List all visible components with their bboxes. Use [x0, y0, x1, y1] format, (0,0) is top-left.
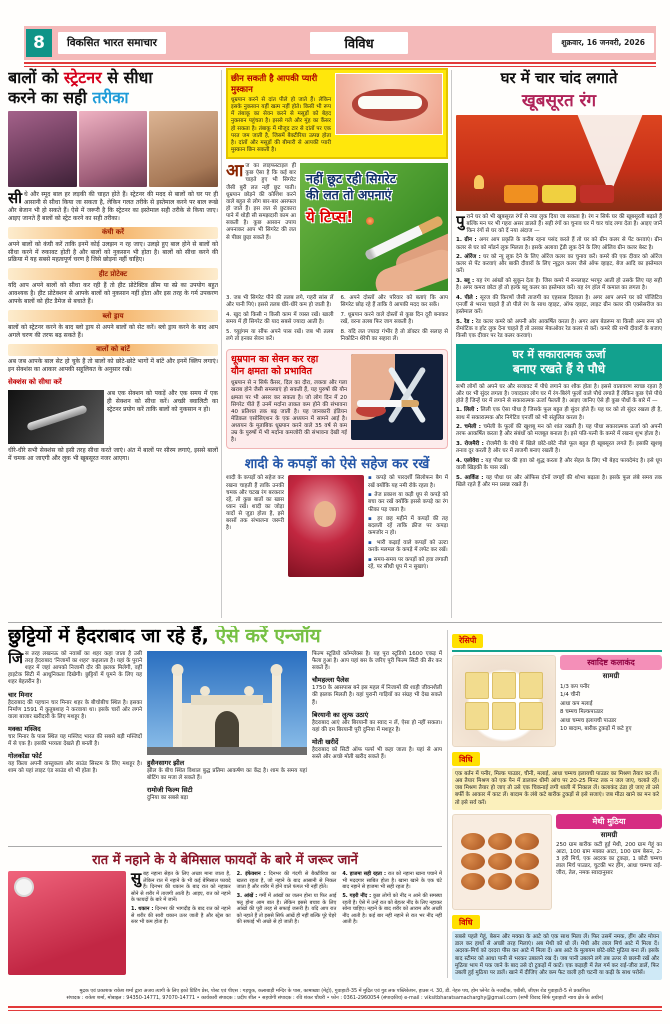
article-night-bath [8, 850, 442, 982]
color-item: 1. ग्रीन : अगर आप प्रकृति के करीब रहना पसंद करते हैं तो घर को ग्रीन कलर से पेंट करवाएं। ग्रीन कलर से घर को मॉडर्न लुक मिलता है। इसके अलावा ट्रेंडी लुक देने के लिए ऑलिव ग्रीन कलर बेस्ट है। [456, 237, 662, 251]
hyderabad-col-3 [312, 651, 442, 802]
article-hyderabad-travel [8, 626, 442, 842]
plant-item: 4. एलोवेरा : यह पौधा घर की हवा को शुद्ध करता है और सेहत के लिए भी बेहद फायदेमंद है। इसे धूप वाली खिड़की के पास रखें। [456, 457, 662, 471]
shower-head-shape [16, 879, 32, 895]
pillow-shape [580, 185, 614, 203]
masthead-bar [24, 26, 656, 60]
plant-item: 1. लिली : लिली एक ऐसा पौधा है जिसके फूल बहुत ही सुंदर होते हैं। यह घर को तो सुंदर रखता ही है, साथ में सकारात्मक और निगेटिव एनर्जी को भी संतुलित करता है। [456, 407, 662, 421]
hyderabad-continued-text: फिल्म स्टूडियो कॉम्प्लेक्स है। यह पूरा स्टूडियो 1600 एकड़ में फैला हुआ है। आप यहां बस के जरिए पूरी फिल्म सिटी की सैर कर सकते हैं। [312, 650, 442, 672]
wedding-intro: शादी के कपड़ों को सहेज कर रखना चाहती हैं ताकि उनकी चमक और चटख रंग बरकरार रहें, तो कुछ बातों का खास ध्यान रखें। शादी का जोड़ा यादों से जुड़ा होता है, इसे बरसों तक संभालना जरूरी है। [226, 475, 284, 532]
wedding-tips-column [368, 475, 448, 577]
headline-hair-part: से सीधा [101, 68, 153, 87]
headline-wedding-clothes: शादी के कपड़ों को ऐसे सहेज कर रखें [244, 456, 430, 473]
headline-hair-red: स्ट्रेटनर [63, 68, 102, 87]
wedding-tip: ▪ हर छह महीने में कपड़ों की तह बदलती रहें ताकि क्रीज पर कपड़ा कमजोर न हो। [368, 516, 448, 537]
shower-photo [8, 871, 126, 975]
ingredient: आधा कप मलाई [560, 700, 593, 707]
box-smoking-potency [226, 349, 448, 449]
smile-body: धूम्रपान करने से दांत पीले हो जाते हैं। लेकिन इसके नुकसान यहीं खत्म नहीं होते। किसी भी रूप में तंबाकू का सेवन करने से मसूड़ों को बेहद नुकसान पहुंचता है। इससे गले और मुंह का कैंसर हो सकता है। तंबाकू में मौजूद टार से दांतों पर एक परत जम जाती है, जिसमें बैक्टीरिया उत्पन्न होता है। दांतों और मसूड़ों की बीमारी से आपकी प्यारी मुस्कान छिन सकती है। [231, 97, 331, 153]
page-number: 8 [26, 29, 52, 57]
recipes-rule [452, 650, 662, 652]
plant-item: 5. आर्किड : यह पौधा घर और ऑफिस दोनों जगहों की शोभा बढ़ाता है। इसके फूल लंबे समय तक खिले रहते हैं और मन प्रसन्न रखते हैं। [456, 474, 662, 488]
bath-point: 4. हाजमा सही रहता : रात को नहाना खाना पचाने में भी मददगार साबित होता है। खाना खाने के एक घंटे बाद नहाने से हाजमा भी सही रहता है। [342, 871, 442, 890]
hair-subred-body: अब एक सेक्शन को पकड़ें और एक समय में एक ही सेक्शन को सीधा करें। अच्छी क्वालिटी का स्ट्रेटनर प्रयोग करें ताकि बालों को नुकसान न हो। [107, 389, 218, 413]
color-item: 5. रेड : रेड कलर कमरे को अपनी ओर आकर्षित करता है। अगर आप बेडरूम या किसी अन्य रूम को रोमांटिक व हॉट लुक देना चाहते हैं तो उसका मेकओवर रेड कलर से करें। कमरे की सभी दीवारों के बजाए किसी एक दीवार पर रेड कलर करवाएं। [456, 318, 662, 340]
imprint-footer [8, 988, 662, 1011]
imprint-line-2: संपादक : राकेश शर्मा, मोबाइल : 94350-14771, 97070-14771 • कार्यकारी संपादक : प्रदीप शील • सहयोगी संपादक : रवि शंकर चौधरी • फोन : 0361-2960054 (संपादकीय) e-mail : viksitbharatsamacharghy@gmail.com (सभी विवाद सिर्फ गुवाहाटी न्याय क्षेत्र के अधीन) [66, 995, 604, 1002]
smoking-text-block [231, 354, 347, 444]
bath-point: 1. थकान : दिनभर की भागदौड़ के बाद रात को नहाने से शरीर की सारी थकान उतर जाती है और स्ट्रेस का स्तर भी कम होता है। [131, 906, 231, 925]
hair-tail: धीरे-धीरे सभी सेक्शंस को इसी तरह सीधा करते जाएं। अंत में बालों पर सीरम लगाएं, इससे बालों में चमक आ जाएगी और लुक भी खूबसूरत नजर आएगा। [8, 446, 218, 462]
subhead-section-hair: बालों को बांटें [8, 344, 218, 356]
recipes-label: रेसिपी [452, 634, 483, 648]
dropcap: जि [8, 648, 24, 667]
hair-bottom-row [8, 390, 218, 444]
tip-item: 8. यदि लत ज्यादा गंभीर है तो डॉक्टर की सलाह से निकोटिन थेरेपी का सहारा लें। [340, 328, 448, 342]
muthiya-ingredients: 250 ग्राम बारीक कटी हुई मेथी, 200 ग्राम गेहूं का आटा, 100 ग्राम मक्का आटा, 100 ग्राम बेसन, 2-3 हरी मिर्च, एक अदरक का टुकड़ा, 1 छोटी चम्मच लाल मिर्च पाउडर, चुटकी भर हींग, आधा चम्मच राई-जीरा, तेल, नमक स्वादानुसार [556, 841, 662, 877]
method-label: विधि [452, 752, 480, 766]
wedding-tip: ▪ समय-समय पर कपड़ों को हवा लगाती रहें, पर सीधी धूप में न सुखाएं। [368, 556, 448, 571]
headline-night-bath: रात में नहाने के ये बेमिसाल फायदों के बारे में जरूर जानें [92, 853, 358, 868]
subhead-ramoji-film-city: रामोजी फिल्म सिटी [147, 786, 193, 795]
hyderabad-section-body: चार मिनार के पास स्थित यह मस्जिद भारत की सबसे बड़ी मस्जिदों में से एक है। इसकी भव्यता देखते ही बनती है। [8, 734, 142, 748]
hair-section-body: बालों को स्ट्रेटनर करने के बाद ब्लो ड्राय से अपने बालों को सेट करें। ब्लो ड्राय करने के बाद आप अगले चरण की तरफ बढ़ सकते हैं। [8, 324, 218, 339]
cigarette-article-row [226, 163, 448, 291]
teeth-shape [358, 96, 422, 109]
column-divider [221, 70, 222, 618]
bath-row [8, 871, 442, 975]
muthiya-recipe-box [556, 814, 662, 910]
bath-point: 5. गहरी नींद : कुछ लोगों को नींद न आने की समस्या रहती है। ऐसे में उन्हें रात को बेहतर नींद के लिए नहाकर सोना चाहिए। नहाने के बाद शरीर को आराम और अच्छी नींद आती है। कई बार नहीं नहाने से रात भर नींद नहीं आती है। [342, 893, 442, 925]
headline-colors-line1: घर में चार चांद लगाते [500, 69, 618, 87]
hair-photo-2 [79, 111, 148, 187]
plant-items-list [456, 407, 662, 488]
subhead-pearls: मोती खरीदें [312, 738, 339, 747]
article-hair-straightening [8, 68, 218, 620]
recipe-muthiya [452, 814, 662, 910]
tip-item: 7. धूम्रपान करने वाले दोस्तों से कुछ दिन दूरी बनाकर रखें, वरना तलब फिर जाग सकती है। [340, 311, 448, 326]
face-shape [314, 501, 336, 527]
middle-column [226, 68, 448, 620]
tip-item: 4. खुद को किसी न किसी काम में व्यस्त रखें। खाली समय में ही सिगरेट की याद सबसे ज्यादा आती है। [226, 311, 334, 326]
plants-title-line1: घर में सकारात्मक ऊर्जा [512, 348, 606, 362]
flat-iron-photo [8, 390, 104, 444]
method-label: विधि [452, 915, 480, 929]
edition-date: शुक्रवार, 16 जनवरी, 2026 [552, 33, 654, 53]
lamp-shape [474, 175, 484, 189]
headline-hair-part: बालों को [8, 68, 64, 87]
recipe-kalakand [452, 655, 662, 747]
dropcap: आ [226, 161, 244, 182]
bride-photo [288, 475, 364, 577]
kalakand-method: एक बर्तन में पनीर, मिल्क पाउडर, चीनी, मलाई, आधा चम्मच इलायची पाउडर का मिश्रण तैयार कर लें। अब तैयार मिश्रण को एक पैन में डालकर धीमी आंच पर 20-25 मिनट तक न जल जाए, चलाते रहें। जब मिश्रण तैयार हो जाए तो उसे एक चिकनाई लगी थाली में निकाल लें। कलाकंद ठंडा हो जाए तो उसे बर्फी के आकार में काट लें। बादाम के लंबे कटे बारीक टुकड़ों से इसे सजाएं। जब मीठा खाने का मन करे तो इसे सर्व करें। [452, 768, 662, 810]
header-rule [24, 62, 656, 67]
muthiya-photo [452, 814, 552, 910]
hyderabad-section-body: 1750 के आसपास बने इस महल में निजामों की शाही जीवनशैली की झलक मिलती है। यहां पुरानी गाड़ियों का संग्रह भी देख सकते हैं। [312, 685, 442, 706]
hair-section-body: अब जब आपके बाल सेट हो चुके हैं तो बालों को छोटे-छोटे भागों में बांटें और इनमें क्लिप लगाएं। इन सेक्शंस का आकार आपकी सहूलियत के अनुसार रखें। [8, 357, 218, 373]
color-item: 3. ब्लू : यह रंग आंखों को सुकून देता है। जिस कमरे में सनलाइट भरपूर आती हो उसके लिए यह सही है। अगर कमरा छोटा हो तो हल्के ब्लू कलर का इस्तेमाल करें। यह रंग हॉल में कमाल का लगता है। [456, 278, 662, 292]
poster-line-2: की लत तो अपनाएं [306, 187, 392, 203]
section-title: विविध [310, 32, 407, 54]
flat-iron-bar [26, 404, 87, 431]
ingredient: 1/3 कप पनीर [560, 683, 590, 690]
bath-point: 2. इंफेक्शन : दिनभर की गंदगी से बैक्टीरिया का खतरा रहता है, जो नहाने के बाद आसानी से निकल जाता है और शरीर में होने वाले फंगल भी नहीं होते। [236, 871, 337, 890]
box-positive-energy-plants [456, 344, 662, 381]
cigarette-poster-photo [300, 163, 448, 291]
smoking-title: धूम्रपान का सेवन कर रहा यौन क्षमता को प्रभावित [231, 354, 319, 378]
charminar-photo [147, 651, 307, 755]
dropcap: सी [8, 189, 23, 208]
plant-item: 2. चमेली : चमेली के फूलों की खुशबू मन को शांत रखती है। यह पौधा सकारात्मक ऊर्जा को अपनी तरफ आकर्षित करता है और संबंधों को मजबूत बनाता है। इसे पति-पत्नी के कमरे में रखना शुभ होता है। [456, 424, 662, 438]
subhead-charminar: चार मिनार [8, 690, 33, 699]
poster-line-1: नहीं छूट रही सिगरेट [306, 171, 397, 187]
cigarette-intro: ज का लाइफस्टाइल ही कुछ ऐसा है कि कई बार चाहते हुए भी सिगरेट जैसी बुरी लत नहीं छूट पाती। धूम्रपान छोड़ने की कोशिश करने वाले बहुत से लोग बार-बार असफल हो जाते हैं। इस लत से छुटकारा पाने में थोड़ी सी समझदारी काम आ सकती है। कुछ आसान उपाय अपनाकर आप भी सिगरेट की लत से पीछा छुड़ा सकते हैं। [226, 163, 296, 241]
hyderabad-section-body: हैदराबाद को सिटी ऑफ पर्ल्स भी कहा जाता है। यहां से आप सस्ते और अच्छे मोती खरीद सकते हैं। [312, 747, 442, 761]
kalakand-title: स्वादिष्ट कलाकंद [560, 655, 662, 670]
subhead-comb: कंघी करें [8, 227, 218, 239]
dropcap: सु [131, 869, 142, 887]
footer-rule [8, 1006, 662, 1011]
poster-line-3: ये टिप्स! [306, 207, 354, 226]
bedroom-photo [456, 115, 662, 211]
cigarette-shape [357, 400, 419, 407]
ingredient: 8 चम्मच मिल्कपाउडर [560, 709, 604, 716]
muthiya-method: सबसे पहले गेहूं, बेसन और मक्का के आटे को एक साथ मिला लें। फिर उसमें नमक, हींग और मोयन डाल कर हाथों से अच्छी तरह मिलाएं। अब मेथी को धो लें। मेथी और लाल मिर्च आटे में मिला दें। अदरक-मिर्च को दरदरा पीस कर आटे में मिला दें। अब आटे के मुलायम छोटे-छोटे मुठिया बना लें। इसके बाद स्टीमर को आधा पानी से भरकर उबालने रख दें। जब पानी उबलने लगे तब ऊपर से छलनी रखें और मुठिया भाप में पक जाने के बाद उसे दो टुकड़ों में काटें। एक कड़ाही में तेल गर्म कर राई-जीरा डालें, फिर उबली हुई मुठिया पर डालें। खाने में दीजिए और कम फैट वाली हरी चटनी या कढ़ी के साथ परोसें। [452, 931, 662, 980]
ingredients-heading: सामग्री [602, 671, 620, 680]
column-divider [447, 630, 448, 978]
smile-text-block [231, 73, 331, 154]
bath-intro: सुबह नहाना सेहत के लिए अच्छा माना जाता है, लेकिन रात में नहाने के भी कई बेमिसाल फायदे हैं। दिनभर की थकान के बाद रात को नहाकर सोने से शरीर में ताजगी आती है। आइए, रात को नहाने के फायदों के बारे में जानें। [131, 869, 231, 903]
smoking-body: धूम्रपान से न सिर्फ कैंसर, दिल का दौरा, लकवा और गला खराब होने जैसी समस्याएं हो सकती हैं, यह पुरुषों की यौन क्षमता पर भी असर कर सकता है। जो लोग दिन में 20 सिगरेट पीते हैं उनमें मर्दाना ताकत कम होने की संभावना 40 प्रतिशत तक बढ़ जाती है। यह जानकारी इंडियन मेडिकल एसोसिएशन के एक अध्ययन में सामने आई है। अध्ययन के मुताबिक धूम्रपान करने वाले 35 वर्ष से कम उम्र के पुरुषों में भी मर्दाना कमजोरी की संभावना देखी गई है। [231, 380, 347, 444]
canopy-shape [576, 115, 644, 195]
hyderabad-col-2 [147, 651, 307, 802]
masthead-title: विकसित भारत समाचार [58, 32, 166, 54]
hair-intro: सीधे और स्मूद बाल हर लड़की की चाहत होते हैं। स्ट्रेटनर की मदद से बालों को घर पर ही आसानी से सीधा किया जा सकता है, लेकिन गलत तरीके से इस्तेमाल करने पर बाल रूखे और बेजान भी हो सकते हैं। ऐसे में जरूरी है कि स्ट्रेटनर का इस्तेमाल सही तरीके से किया जाए। आइए जानते हैं बालों को स्ट्रेट करने का सही तरीका। [8, 189, 218, 222]
kalakand-ingredients [560, 683, 662, 734]
hyderabad-section-body: दुनिया का सबसे बड़ा [147, 795, 188, 802]
wedding-tip: ▪ तेज प्रकाश या कड़ी धूप से कपड़े को बचा कर रखें क्योंकि इससे कपड़े का रंग फीका पड़ जाता है। [368, 492, 448, 513]
subhead-golconda-fort: गोलकोंडा फोर्ट [8, 752, 42, 761]
hair-photo-3 [149, 111, 218, 187]
ingredient: 1/4 चीनी [560, 692, 580, 699]
tip-item: 6. अपने दोस्तों और परिवार को बताएं कि आप सिगरेट छोड़ रहे हैं ताकि वे आपकी मदद कर सकें। [340, 295, 448, 309]
hair-section-body: यदि आप अपने बालों को सीधा कर रही हैं तो हीट प्रोटेक्टिव क्रीम या स्प्रे का उपयोग बहुत आवश्यक है। हीट प्रोटेक्शन से आपके बालों को नुकसान नहीं होता और इस तरह के गर्म उपकरण आपके बालों को हीट डैमेज से बचाते हैं। [8, 282, 218, 306]
dropcap: पु [456, 212, 465, 230]
hair-section-body: अपने बालों को कंघी करें ताकि इनमें कोई उलझन न रह जाए। उलझे हुए बाल होने से बालों को सीधा करने में रुकावट होती है और बालों को नुकसान भी होता है। बालों को सीधा करने की प्रक्रिया में यह सबसे महत्वपूर्ण चरण है जिसे छोड़ना नहीं चाहिए। [8, 240, 218, 264]
ingredients-heading: सामग्री [600, 830, 618, 839]
column-divider [451, 70, 452, 618]
wedding-tip: ▪ कपड़े को पारदर्शी सिलोफन बैग में रखें क्योंकि यह नमी रोके रहता है। [368, 475, 448, 489]
smile-photo [335, 73, 443, 135]
plants-title-line2: बनाए रखते हैं ये पौधे [512, 362, 606, 376]
hyderabad-section-body: झील के बीच स्थित विशाल बुद्ध प्रतिमा आकर्षण का केंद्र है। शाम के समय यहां बोटिंग का मजा ले सकते हैं। [147, 767, 307, 782]
ingredient: आधा चम्मच इलायची पाउडर [560, 717, 617, 724]
hair-photo-1 [8, 111, 77, 187]
muthiya-title: मेथी मुठिया [556, 814, 662, 829]
box-smile-warning [226, 68, 448, 159]
smile-title: छीन सकती है आपकी प्यारी मुस्कान [231, 74, 318, 95]
headline-hair [8, 68, 218, 107]
kalakand-photo [452, 655, 556, 747]
headline-colors-line2: खूबसूरत रंग [521, 91, 597, 111]
subhead-chowmahalla-palace: चौमहल्ला पैलेस [312, 676, 349, 685]
subhead-biryani: बिरयानी का लुत्फ उठाएं [312, 710, 369, 719]
lips-cigarette-scissors-photo [351, 354, 443, 440]
subhead-mecca-masjid: मक्का मस्जिद [8, 725, 41, 734]
colors-intro: पुराने घर को भी खूबसूरत रंगों से नया लुक दिया जा सकता है। रंग न सिर्फ घर की खूबसूरती बढ़ाते हैं बल्कि मन पर भी गहरा असर डालते हैं। सही रंगों का चुनाव घर में चार चांद लगा देता है। आइए जानें किन रंगों से घर को दें नया अंदाज — [456, 212, 662, 235]
hyderabad-section-body: यह किला अपनी वास्तुकला और साउंड सिस्टम के लिए मशहूर है। शाम को यहां लाइट एंड साउंड शो भी होता है। [8, 761, 142, 775]
headline-hair-part: करने का सही [8, 87, 93, 107]
color-items-list [456, 237, 662, 340]
kalakand-recipe-box [560, 655, 662, 747]
plants-intro: सभी लोगों को अपने घर और सजावट में पौधे लगाने का शौक होता है। इससे वातावरण स्वच्छ रहता है और घर भी सुंदर लगता है। ज्यादातर लोग घर में रंग-बिरंगे फूलों वाले पौधे लगाते हैं लेकिन कुछ ऐसे पौधे होते हैं जिन्हें घर में लगाने से सकारात्मक ऊर्जा फैलती है। आइए जानिए ऐसे ही कुछ पौधों के बारे में — [456, 384, 662, 405]
hyderabad-columns [8, 648, 442, 802]
band-divider [8, 846, 442, 847]
cigarette-intro-column [226, 163, 296, 291]
subhead-heat-protect: हीट प्रोटेक्ट [8, 268, 218, 280]
bath-point: 3. आंखें : गर्मी में आंखों का जलन होना या फिर आई फ्लू होना आम बात है। लेकिन इससे बचाव के लिए आंखों की पूरी तरह से सफाई जरूरी है। यदि आप रात को नहाते हैं तो इससे सिर्फ आंखें ही नहीं बल्कि पूरे चेहरे की सफाई भी अच्छे से हो जाती है। [236, 893, 337, 925]
hyderabad-col-1 [8, 648, 142, 802]
ingredient: 10 बादाम, बारीक टुकड़ों में कटे हुए [560, 726, 632, 733]
recipes-rail [452, 628, 662, 980]
wedding-article-row [226, 475, 448, 577]
hyderabad-section-body: हैदराबाद आएं और बिरयानी का स्वाद न लें, ऐसा हो नहीं सकता। यहां की दम बिरयानी पूरी दुनिया में मशहूर है। [312, 719, 442, 733]
color-item: 2. ऑरेंज : घर को न्यू लुक देने के लिए ऑरेंज कलर का चुनाव करें। कमरे की एक दीवार को ऑरेंज कलर से पेंट करवाएं और बाकी दीवारों के लिए न्यूट्रल कलर जैसे ऑफ व्हाइट, बेज आदि का इस्तेमाल करें। [456, 254, 662, 275]
subhead-straighten-sections: सेक्शंस को सीधा करें [8, 377, 62, 386]
band-divider [8, 622, 662, 623]
headline-hyderabad: छुट्टियों में हैदराबाद जा रहे हैं, ऐसे करें एन्जॉय [8, 626, 321, 647]
hair-photo-strip [8, 111, 218, 187]
bath-text-columns [131, 871, 442, 975]
quit-smoking-tips-list [226, 295, 448, 345]
subhead-hussain-sagar: हुसैनसागर झील [147, 758, 185, 767]
hyderabad-section-body: हैदराबाद की पहचान चार मिनार शहर के बीचोबीच स्थित है। इसका निर्माण 1591 में कुतुबशाह ने करवाया था। इसके चारों ओर लगने वाला बाजार खरीदारी के लिए मशहूर है। [8, 699, 142, 720]
wedding-tip: ▪ भारी कढ़ाई वाले कपड़ों को उल्टा करके मलमल के कपड़े में लपेट कर रखें। [368, 540, 448, 554]
tip-item: 5. च्युइंगम या सौंफ अपने पास रखें। जब भी तलब लगे तो इनका सेवन करें। [226, 328, 334, 342]
wedding-intro-column [226, 475, 284, 577]
tip-item: 3. जब भी सिगरेट पीने की तलब लगे, गहरी सांस लें और पानी पिएं। इससे तलब धीरे-धीरे कम हो जाती है। [226, 295, 334, 309]
imprint-line-1: मुद्रक एवं प्रकाशक राकेश शर्मा द्वारा अजय त्यागी के लिए इको प्रिंटिंग प्रेस, पोस्ट एवं पीएस : गड़चुक, कलाबाड़ी मन्दिर के पास, कामाख्या (मेट्रो), गुवाहाटी-35 में मुद्रित एवं गुड लक पब्लिकेशन, हाउस नं. 30, डी. नेहरु पथ, होम प्लेनेट के नजदीक, एबीसी, जीएस रोड गुवाहाटी-5 से प्रकाशित। [79, 988, 591, 994]
color-item: 4. पीले : सूरज की किरणों जैसी ताजगी का एहसास दिलाता है। अगर आप अपने घर को पॉजिटिव एनर्जी से भरना चाहते हैं तो पीले रंग के साथ व्हाइट, ऑफ व्हाइट, लाइट ग्रीन कलर की एक्सेसरीज का इस्तेमाल करें। [456, 294, 662, 316]
headline-hair-blue: तरीका [92, 87, 129, 107]
right-column [456, 68, 662, 620]
plant-item: 3. रोजमैरी : रोजमैरी के पौधे में खिले छोटे-छोटे नीले फूल बहुत ही खूबसूरत लगते हैं। इसकी खुशबू तनाव दूर करती है और घर में ताजगी बनाए रखती है। [456, 440, 662, 455]
pillow-shape [542, 185, 576, 203]
hyderabad-intro: स तरह लखनऊ को नवाबों का शहर कहा जाता है उसी तरह हैदराबाद 'निजामों का शहर' कहलाता है। यहां के पुराने शहर में जहां आपको निजामी दौर की झलक मिलेगी, वहीं हाइटेक सिटी में आधुनिकता दिखेगी। छुट्टियों में घूमने के लिए यह शहर बेहतरीन है। [8, 650, 142, 686]
headline-hyderabad-green: ऐसे करें एन्जॉय [215, 626, 321, 647]
subhead-blow-dry: ब्लो ड्राय [8, 310, 218, 322]
pillow-shape [504, 185, 538, 203]
